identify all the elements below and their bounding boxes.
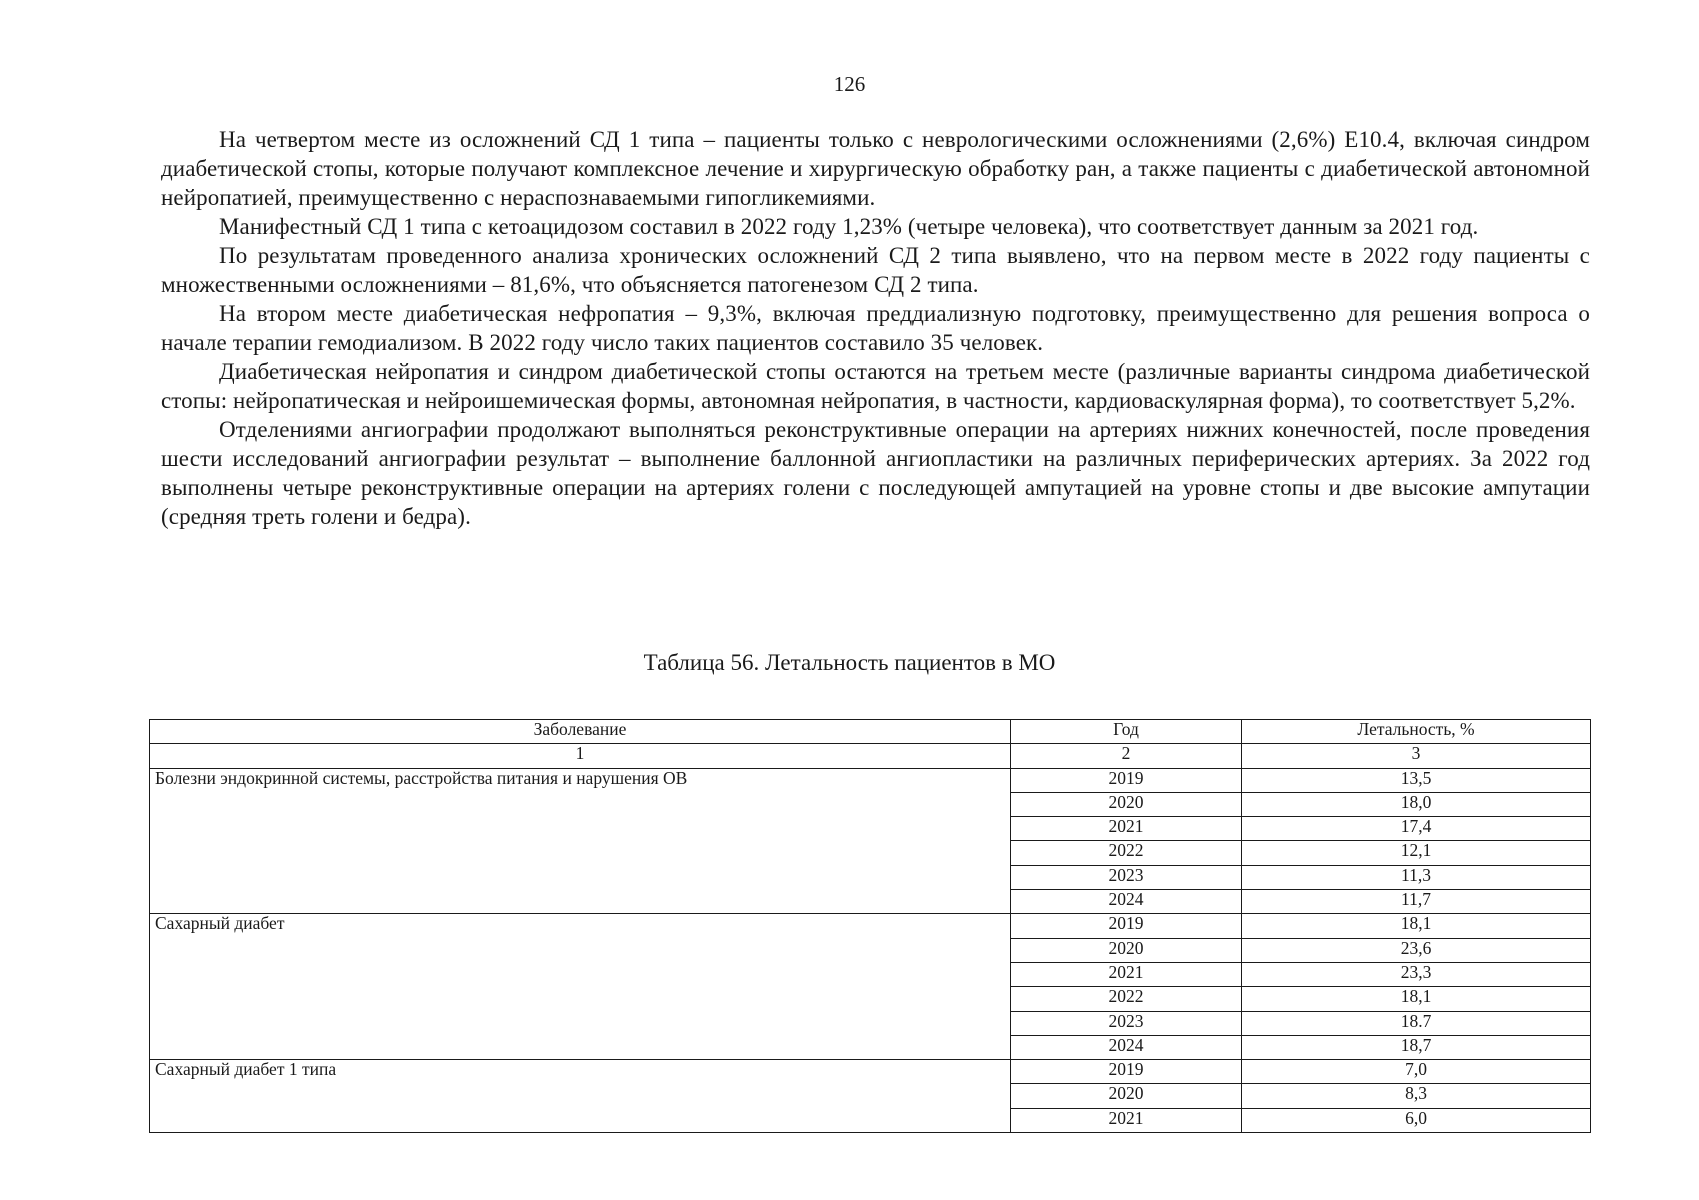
year-cell: 2022 <box>1011 841 1242 865</box>
column-number: 3 <box>1242 744 1591 768</box>
mortality-cell: 11,3 <box>1242 865 1591 889</box>
mortality-cell: 18,0 <box>1242 792 1591 816</box>
page-number: 126 <box>833 72 866 96</box>
mortality-cell: 23,3 <box>1242 962 1591 986</box>
year-cell: 2024 <box>1011 890 1242 914</box>
table-body <box>150 744 1591 1133</box>
header-mortality: Летальность, % <box>1242 720 1591 744</box>
year-cell: 2019 <box>1011 1060 1242 1084</box>
mortality-cell: 7,0 <box>1242 1060 1591 1084</box>
table-header-row <box>150 720 1591 744</box>
table-row <box>150 768 1591 792</box>
column-number: 1 <box>150 744 1011 768</box>
header-year: Год <box>1011 720 1242 744</box>
paragraph: На четвертом месте из осложнений СД 1 типа – пациенты только с неврологическими осложнениями (2,6%) Е10.4, включая синдром диабетической стопы, которые получают комплексное лечение и хирургическую обработку ран, а также пациенты с диабетической автономной нейропатией, преимущественно с нераспознаваемыми гипогликемиями. <box>161 127 1590 210</box>
mortality-cell: 18,1 <box>1242 987 1591 1011</box>
mortality-cell: 17,4 <box>1242 817 1591 841</box>
paragraph: Диабетическая нейропатия и синдром диабетической стопы остаются на третьем месте (различные варианты синдрома диабетической стопы: нейропатическая и нейроишемическая формы, автономная нейропатия, в частности, кардиоваскулярная форма), то соответствует 5,2%. <box>161 359 1590 413</box>
mortality-cell: 18.7 <box>1242 1011 1591 1035</box>
year-cell: 2021 <box>1011 962 1242 986</box>
mortality-cell: 18,1 <box>1242 914 1591 938</box>
paragraph: Манифестный СД 1 типа с кетоацидозом составил в 2022 году 1,23% (четыре человека), что соответствует данным за 2021 год. <box>219 214 1479 239</box>
mortality-cell: 11,7 <box>1242 890 1591 914</box>
paragraph: По результатам проведенного анализа хронических осложнений СД 2 типа выявлено, что на первом месте в 2022 году пациенты с множественными осложнениями – 81,6%, что объясняется патогенезом СД 2 типа. <box>161 243 1590 297</box>
disease-cell: Сахарный диабет <box>150 914 1011 1060</box>
column-number-row <box>150 744 1591 768</box>
year-cell: 2020 <box>1011 1084 1242 1108</box>
mortality-cell: 8,3 <box>1242 1084 1591 1108</box>
paragraph: Отделениями ангиографии продолжают выполняться реконструктивные операции на артериях нижних конечностей, после проведения шести исследований ангиографии результат – выполнение баллонной ангиопластики на различных периферических артериях. За 2022 год выполнены четыре реконструктивные операции на артериях голени с последующей ампутацией на уровне стопы и две высокие ампутации (средняя треть голени и бедра). <box>161 417 1590 529</box>
header-disease: Заболевание <box>150 720 1011 744</box>
year-cell: 2022 <box>1011 987 1242 1011</box>
paragraph: На втором месте диабетическая нефропатия – 9,3%, включая преддиализную подготовку, преимущественно для решения вопроса о начале терапии гемодиализом. В 2022 году число таких пациентов составило 35 человек. <box>161 301 1590 355</box>
mortality-cell: 12,1 <box>1242 841 1591 865</box>
body-text <box>161 125 1590 531</box>
disease-cell: Болезни эндокринной системы, расстройства питания и нарушения ОВ <box>150 768 1011 914</box>
mortality-cell: 18,7 <box>1242 1035 1591 1059</box>
year-cell: 2019 <box>1011 768 1242 792</box>
year-cell: 2023 <box>1011 865 1242 889</box>
table-row <box>150 914 1591 938</box>
year-cell: 2020 <box>1011 938 1242 962</box>
year-cell: 2019 <box>1011 914 1242 938</box>
year-cell: 2024 <box>1011 1035 1242 1059</box>
year-cell: 2021 <box>1011 817 1242 841</box>
table-caption: Таблица 56. Летальность пациентов в МО <box>643 650 1056 675</box>
column-number: 2 <box>1011 744 1242 768</box>
year-cell: 2023 <box>1011 1011 1242 1035</box>
table-row <box>150 1060 1591 1084</box>
year-cell: 2021 <box>1011 1108 1242 1132</box>
mortality-cell: 23,6 <box>1242 938 1591 962</box>
mortality-cell: 13,5 <box>1242 768 1591 792</box>
year-cell: 2020 <box>1011 792 1242 816</box>
mortality-table <box>149 719 1591 1133</box>
mortality-cell: 6,0 <box>1242 1108 1591 1132</box>
disease-cell: Сахарный диабет 1 типа <box>150 1060 1011 1133</box>
